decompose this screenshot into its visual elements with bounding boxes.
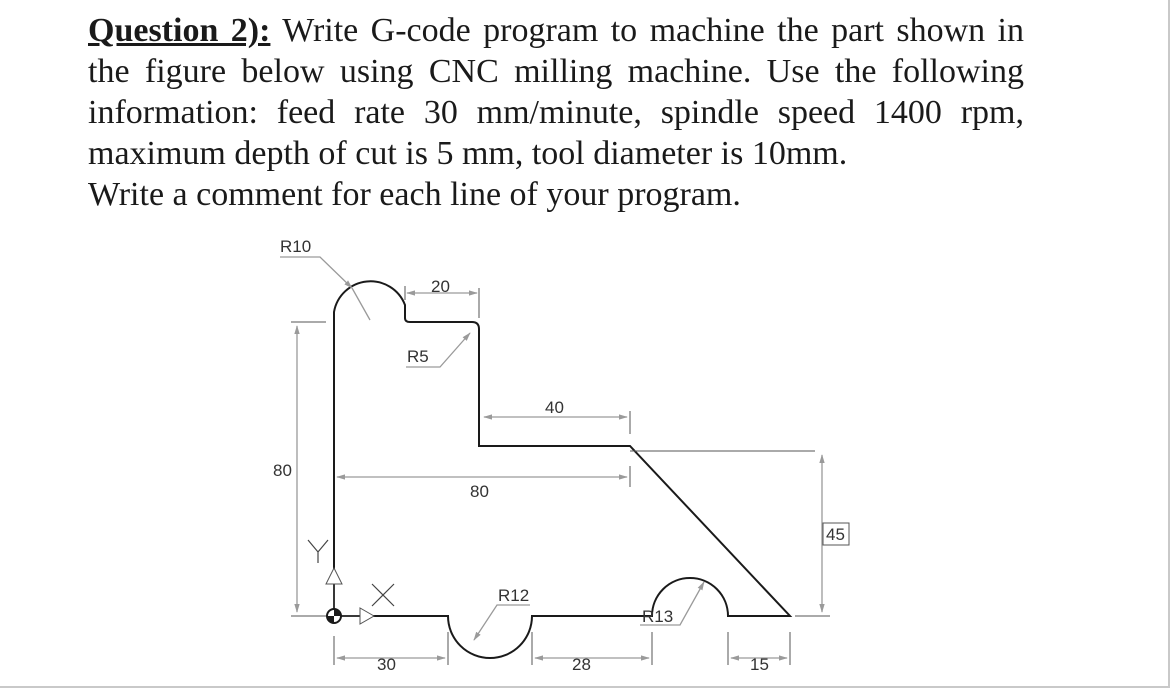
dim-r13: R13 — [642, 607, 674, 626]
dim-28: 28 — [572, 655, 591, 674]
leader-r10-tail — [352, 288, 370, 320]
dim-15: 15 — [750, 655, 769, 674]
leader-r12 — [474, 605, 530, 640]
question-last-line: Write a comment for each line of your program. — [88, 176, 741, 213]
question-heading: Question 2): — [88, 12, 271, 49]
dim-20: 20 — [431, 277, 450, 296]
dim-45: 45 — [826, 525, 845, 544]
dim-80-horizontal: 80 — [470, 482, 489, 501]
leader-r10 — [280, 257, 352, 288]
dim-30: 30 — [377, 655, 396, 674]
part-outline — [334, 281, 790, 658]
dim-80-vertical: 80 — [273, 461, 292, 480]
dim-40: 40 — [545, 398, 564, 417]
origin-axes-icon — [308, 540, 394, 624]
question-body: Write G-code program to machine the part shown in the figure below using CNC milling machine. Use the following information: feed rate 30 mm/minute, spindle speed 1400 rpm, maximum depth of cut is 5 mm, tool diameter is 10mm. — [88, 12, 1025, 172]
dim-r10: R10 — [280, 237, 312, 256]
dim-r5: R5 — [407, 347, 429, 366]
dim-r12: R12 — [498, 586, 530, 605]
